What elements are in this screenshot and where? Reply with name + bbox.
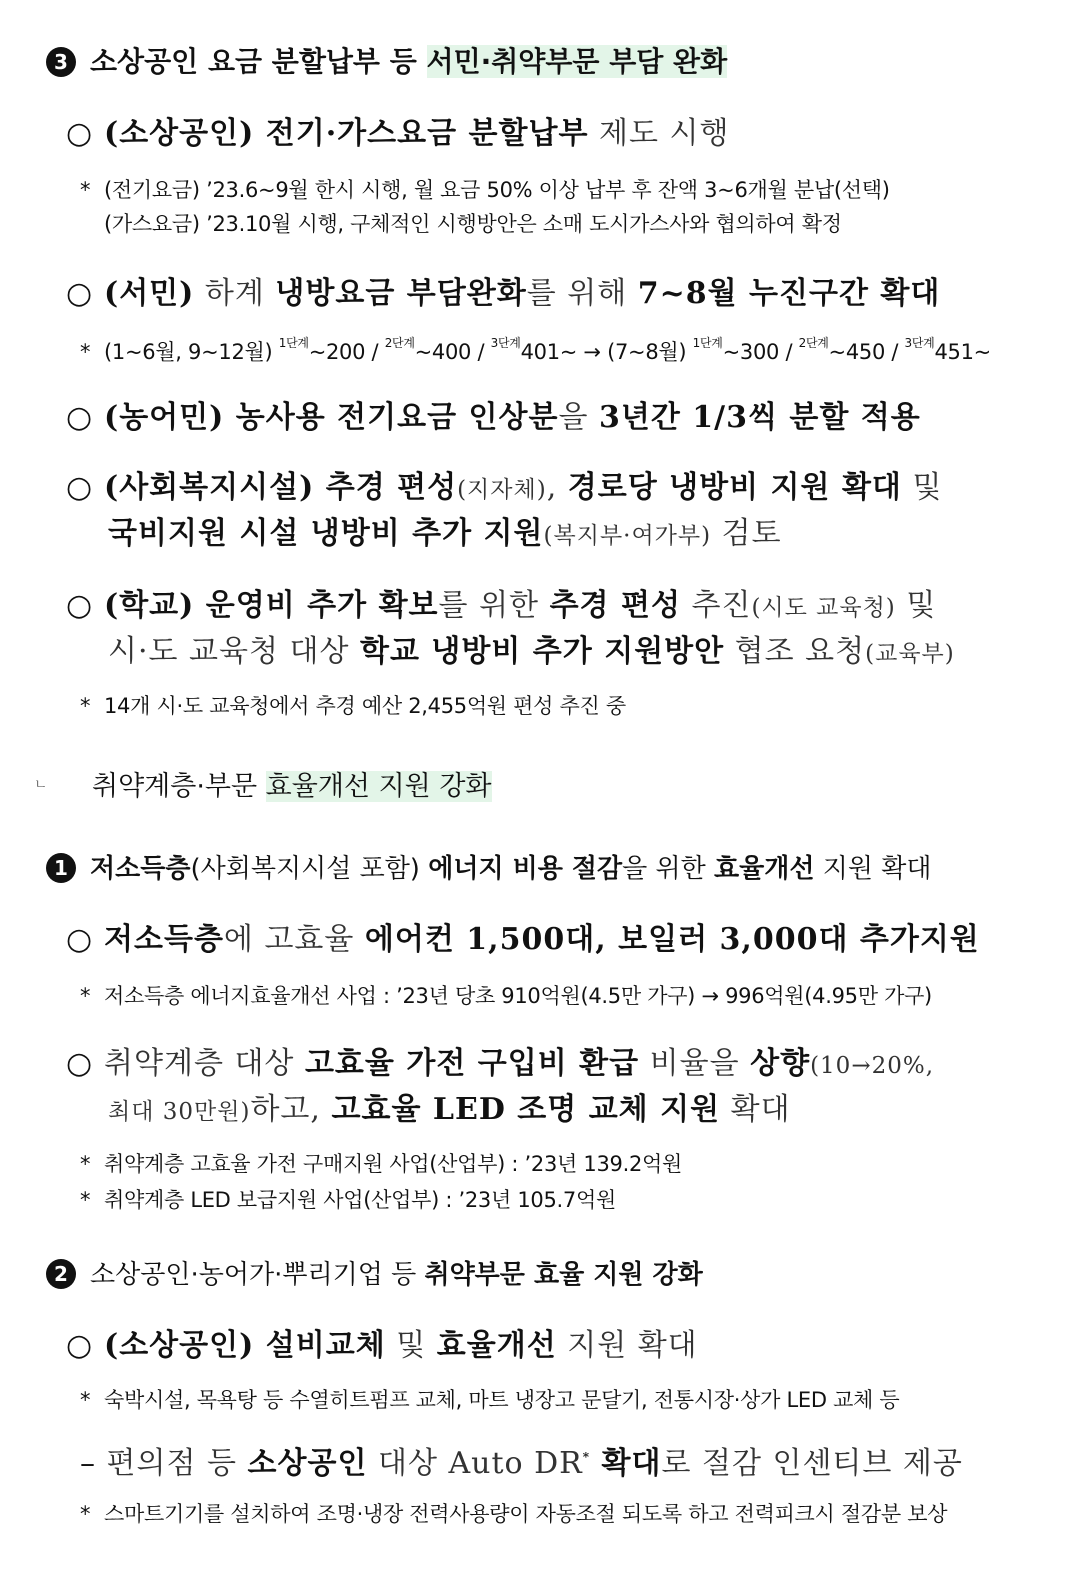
note-marker: * <box>80 340 91 364</box>
bullet-farmers <box>66 392 921 436</box>
note-marker: * <box>80 178 91 202</box>
bullet-head: (농어민) 농사용 전기요금 인상분 <box>104 400 559 435</box>
dash-marker: – <box>80 1446 96 1481</box>
note-low-income-program <box>80 980 932 1010</box>
dash-text: 대상 Auto DR <box>367 1446 583 1481</box>
number-badge: 1 <box>46 853 76 883</box>
bullet-marker: ○ <box>66 588 94 623</box>
bullet-text: 하고, <box>250 1092 332 1127</box>
bullet-paren: 최대 30만원) <box>108 1099 251 1125</box>
bullet-welfare-line2 <box>108 508 782 552</box>
note-tiers <box>80 334 991 366</box>
bullet-text: 하계 <box>194 276 276 311</box>
section-heading-1 <box>46 848 932 885</box>
note-auto-dr <box>80 1498 947 1528</box>
note-led-program <box>80 1184 616 1214</box>
heading-bold: 에너지 비용 절감 <box>428 854 623 884</box>
bullet-appliance-refund-line2 <box>108 1084 791 1128</box>
bullet-marker: ○ <box>66 922 94 957</box>
bullet-marker: ○ <box>66 116 94 151</box>
note-text: (전기요금) ’23.6~9월 한시 시행, 월 요금 50% 이상 납부 후 잔액 3~6개월 분납(선택) <box>104 178 890 202</box>
heading-bold: 취약부문 효율 지원 강화 <box>424 1260 703 1290</box>
tier-value: ~300 / <box>722 340 799 364</box>
heading-text: 소상공인·농어가·뿌리기업 등 <box>90 1260 425 1290</box>
note-marker: * <box>80 1388 91 1412</box>
heading-highlight: 서민·취약부문 부담 완화 <box>426 45 728 78</box>
note-marker: * <box>80 1152 91 1176</box>
tier-value: 401~ → (7~8월) <box>520 340 693 364</box>
heading-text: 지원 확대 <box>814 854 932 884</box>
bullet-bold: 냉방요금 부담완화 <box>275 276 527 311</box>
bullet-appliance-refund <box>66 1038 934 1082</box>
heading-text: 소상공인 요금 분할납부 등 <box>90 45 427 78</box>
bullet-text: 지원 확대 <box>556 1328 698 1363</box>
bullet-bold: 에어컨 1,500대, 보일러 3,000대 추가지원 <box>364 922 980 957</box>
bullet-low-income-devices <box>66 914 980 958</box>
bullet-text: 추진 <box>680 588 752 623</box>
note-text: (가스요금) ’23.10월 시행, 구체적인 시행방안은 소매 도시가스사와 협의하여 확정 <box>104 212 842 236</box>
tier-label: 2단계 <box>798 336 829 350</box>
tier-value: ~200 / <box>308 340 385 364</box>
bullet-text: 협조 요청 <box>724 634 866 669</box>
bullet-paren: (10→20%, <box>810 1053 935 1079</box>
dash-auto-dr <box>80 1438 963 1482</box>
bullet-bold: 경로당 냉방비 지원 확대 <box>567 470 902 505</box>
dash-text: 로 절감 인센티브 제공 <box>661 1446 963 1481</box>
bullet-text: 비율을 <box>639 1046 751 1081</box>
heading-bold: 저소득층 <box>90 854 191 884</box>
note-marker: * <box>80 984 91 1008</box>
note-marker: * <box>80 1188 91 1212</box>
bullet-paren: (지자체) <box>457 477 547 503</box>
bullet-bold: 고효율 LED 조명 교체 지원 <box>331 1092 721 1127</box>
note-text: 14개 시·도 교육청에서 추경 예산 2,455억원 편성 추진 중 <box>104 694 626 718</box>
bullet-low-income <box>66 268 940 312</box>
bullet-head: (학교) 운영비 추가 확보 <box>104 588 439 623</box>
bullet-head: 저소득층 <box>104 922 224 957</box>
heading-text: 취약계층·부문 <box>92 771 266 802</box>
bullet-head: (사회복지시설) 추경 편성 <box>104 470 458 505</box>
bullet-head: (서민) <box>104 276 195 311</box>
tier-value: ~450 / <box>828 340 905 364</box>
bullet-welfare <box>66 462 942 506</box>
tier-value: 451~ <box>934 340 991 364</box>
bullet-text: 및 <box>895 588 937 623</box>
number-badge: 3 <box>46 47 76 77</box>
bullet-bold: 상향 <box>750 1046 811 1081</box>
bullet-paren: (시도 교육청) <box>751 595 896 621</box>
bullet-head: (소상공인) 전기·가스요금 분할납부 <box>104 116 589 151</box>
tier-label: 1단계 <box>278 336 309 350</box>
bullet-bold: 효율개선 <box>436 1328 557 1363</box>
bullet-bold: 고효율 가전 구입비 환급 <box>304 1046 640 1081</box>
note-text: 취약계층 LED 보급지원 사업(산업부) : ’23년 105.7억원 <box>104 1188 616 1212</box>
bullet-paren: (교육부) <box>865 641 955 667</box>
bullet-marker: ○ <box>66 470 94 505</box>
note-text: 저소득층 에너지효율개선 사업 : ’23년 당초 910억원(4.5만 가구) → 996억원(4.95만 가구) <box>104 984 932 1008</box>
dash-bold: 확대 <box>590 1446 662 1481</box>
tier-value: ~400 / <box>414 340 491 364</box>
bullet-text: 검토 <box>711 516 782 551</box>
heading-highlight: 효율개선 지원 강화 <box>265 771 492 802</box>
note-education <box>80 690 626 720</box>
bullet-marker: ○ <box>66 1328 94 1363</box>
note-appliance-program <box>80 1148 682 1178</box>
bullet-marker: ○ <box>66 276 94 311</box>
bullet-text: 및 <box>901 470 943 505</box>
tier-label: 1단계 <box>692 336 723 350</box>
note-equipment <box>80 1384 899 1414</box>
heading-text: (사회복지시설 포함) <box>190 854 429 884</box>
heading-bold: 효율개선 <box>714 854 815 884</box>
footnote-mark: * <box>582 1450 591 1464</box>
bullet-bold: 추경 편성 <box>549 588 681 623</box>
bullet-school-line2 <box>108 626 955 670</box>
bullet-bold: 7~8월 누진구간 확대 <box>637 276 941 311</box>
note-text: 숙박시설, 목욕탕 등 수열히트펌프 교체, 마트 냉장고 문달기, 전통시장·상가 LED 교체 등 <box>104 1388 900 1412</box>
note-marker: * <box>80 1502 91 1526</box>
heading-text: 을 위한 <box>622 854 715 884</box>
note-gas <box>104 208 842 238</box>
tier-label: 2단계 <box>384 336 415 350</box>
bullet-text: 을 <box>558 400 599 435</box>
bullet-small-business-equipment <box>66 1320 698 1364</box>
bullet-bold: 3년간 1/3씩 분할 적용 <box>599 400 921 435</box>
tier-label: 3단계 <box>490 336 521 350</box>
bullet-marker: ○ <box>66 400 94 435</box>
section-heading-2 <box>46 1254 703 1291</box>
bullet-text: 를 위한 <box>438 588 550 623</box>
section-heading-3 <box>46 40 727 80</box>
bullet-text: 확대 <box>720 1092 791 1127</box>
note-marker: * <box>80 694 91 718</box>
bullet-text: 취약계층 대상 <box>104 1046 305 1081</box>
note-text: 취약계층 고효율 가전 구매지원 사업(산업부) : ’23년 139.2억원 <box>104 1152 683 1176</box>
section-marker: ㄴ <box>34 777 48 793</box>
dash-text: 편의점 등 <box>96 1446 248 1481</box>
dash-bold: 소상공인 <box>247 1446 368 1481</box>
bullet-bold: 학교 냉방비 추가 지원방안 <box>360 634 725 669</box>
bullet-head: (소상공인) 설비교체 <box>104 1328 386 1363</box>
tier-label: 3단계 <box>904 336 935 350</box>
bullet-text: 및 <box>385 1328 437 1363</box>
bullet-text: , <box>546 470 568 505</box>
bullet-text: 에 고효율 <box>223 922 365 957</box>
bullet-text: 시·도 교육청 대상 <box>108 634 361 669</box>
note-text: (1~6월, 9~12월) <box>104 340 279 364</box>
bullet-small-business <box>66 108 729 152</box>
bullet-tail: 제도 시행 <box>588 116 730 151</box>
number-badge: 2 <box>46 1259 76 1289</box>
bullet-marker: ○ <box>66 1046 94 1081</box>
note-text: 스마트기기를 설치하여 조명·냉장 전력사용량이 자동조절 되도록 하고 전력피크시 절감분 보상 <box>104 1502 948 1526</box>
bullet-text: 를 위해 <box>526 276 638 311</box>
section-heading-efficiency <box>34 764 492 803</box>
bullet-bold: 국비지원 시설 냉방비 추가 지원 <box>108 516 544 551</box>
note-electricity <box>80 174 890 204</box>
bullet-paren: (복지부·여가부) <box>543 523 712 549</box>
bullet-school <box>66 580 936 624</box>
